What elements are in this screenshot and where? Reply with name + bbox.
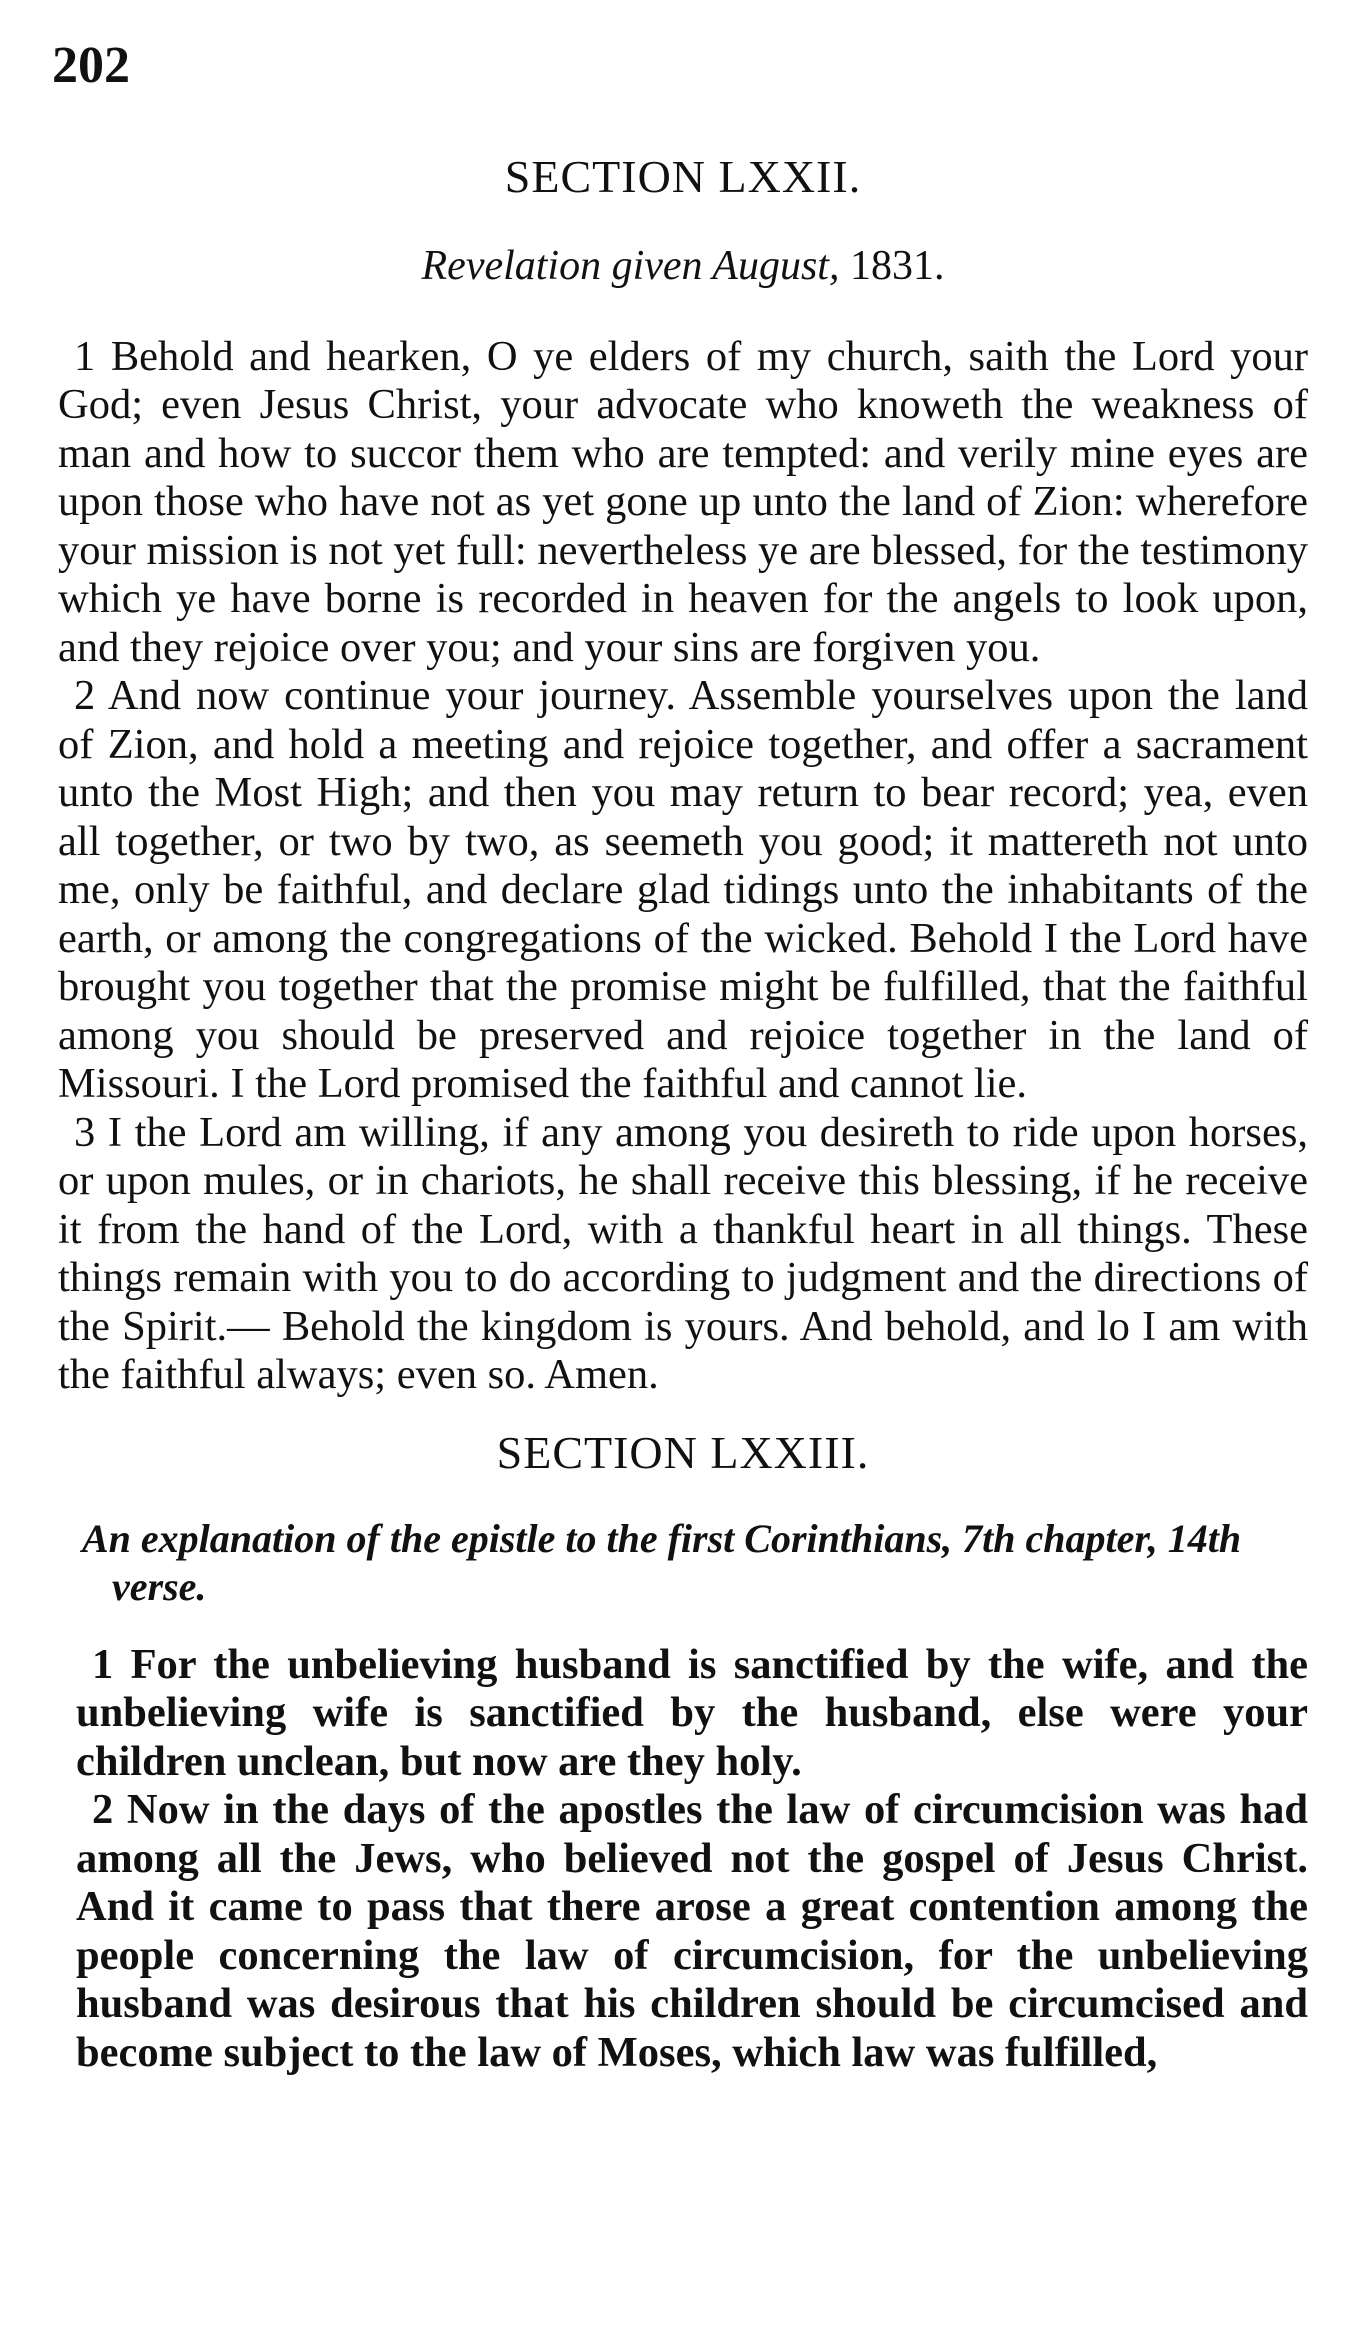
verse-paragraph: 1 For the unbelieving husband is sanctified by the wife, and the unbelieving wife is sanctified by the husband, else were your children unclean, but now are they holy. — [76, 1640, 1308, 1785]
verse-paragraph: 1 Behold and hearken, O ye elders of my church, saith the Lord your God; even Jesus Christ, your advocate who knoweth the weakness of man and how to succor them who are tempted: and verily mine eyes are upon those who have not as yet gone up unto the land of Zion: wherefore your mission is not yet full: nevertheless ye are blessed, for the testimony which ye have borne is recorded in heaven for the angels to look upon, and they rejoice over you; and your sins are forgiven you. — [58, 332, 1308, 671]
section-subtitle: An explanation of the epistle to the first Corinthians, 7th chapter, 14th verse. — [82, 1515, 1242, 1609]
book-page — [52, 37, 1308, 2077]
verse-paragraph: 2 Now in the days of the apostles the law of circumcision was had among all the Jews, who believed not the gospel of Jesus Christ. And it came to pass that there arose a great contention among the people concerning the law of circumcision, for the unbelieving husband was desirous that his children should be circumcised and become subject to the law of Moses, which law was fulfilled, — [76, 1786, 1308, 2076]
verse-paragraph: 3 I the Lord am willing, if any among you desireth to ride upon horses, or upon mules, or in chariots, he shall receive this blessing, if he receive it from the hand of the Lord, with a thankful heart in all things. These things remain with you to do according to judgment and the directions of the Spirit.— Behold the kingdom is yours. And behold, and lo I am with the faithful always; even so. Amen. — [58, 1108, 1308, 1399]
section-heading: SECTION LXXIII. — [496, 1426, 870, 1478]
section-subtitle — [58, 241, 1308, 291]
section-heading: SECTION LXXII. — [504, 151, 862, 202]
section-73 — [58, 1428, 1308, 2077]
subtitle-year: 1831. — [839, 242, 945, 289]
verse-paragraph: 2 And now continue your journey. Assemble yourselves upon the land of Zion, and hold a meeting and rejoice together, and offer a sacrament unto the Most High; and then you may return to bear record; yea, even all together, or two by two, as seemeth you good; it mattereth not unto me, only be faithful, and declare glad tidings unto the inhabitants of the earth, or among the congregations of the wicked. Behold I the Lord have brought you together that the promise might be fulfilled, that the faithful among you should be preserved and rejoice together in the land of Missouri. I the Lord promised the faithful and cannot lie. — [58, 672, 1308, 1108]
page-number: 202 — [52, 37, 130, 94]
section-72 — [58, 152, 1308, 1400]
subtitle-italic-text: Revelation given August, — [421, 242, 840, 289]
